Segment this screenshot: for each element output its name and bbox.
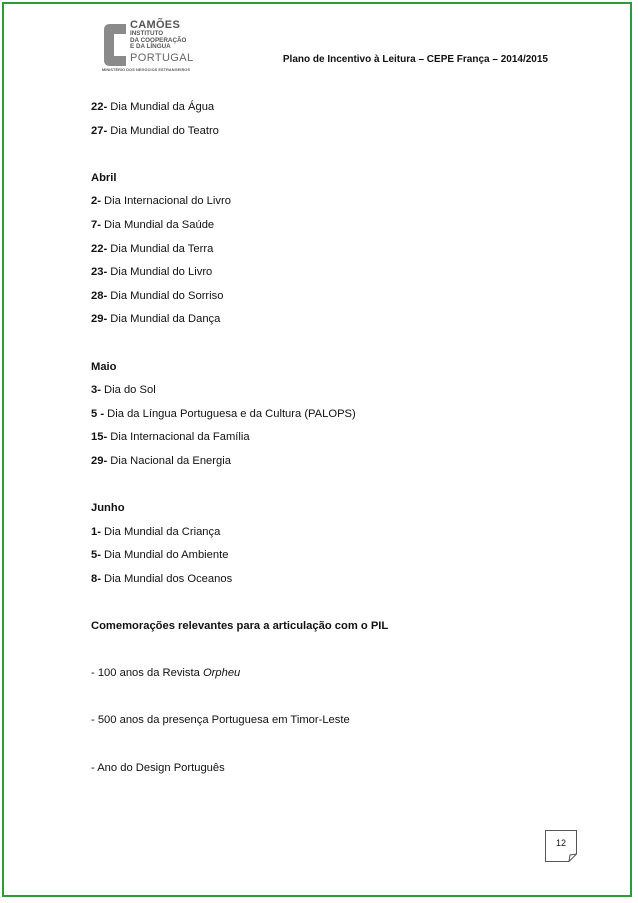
list-item: 1- Dia Mundial da Criança	[91, 525, 221, 538]
list-item: - 100 anos da Revista Orpheu	[91, 667, 241, 680]
document-body	[91, 98, 561, 782]
section-heading-comemoracoes: Comemorações relevantes para a articulação com o PIL	[91, 620, 389, 633]
list-item: 8- Dia Mundial dos Oceanos	[91, 572, 233, 585]
list-item: 7- Dia Mundial da Saúde	[91, 218, 215, 231]
page-number: 12	[555, 838, 566, 848]
page-number-box	[545, 830, 577, 862]
section-heading-junho: Junho	[91, 502, 125, 515]
list-item: 2- Dia Internacional do Livro	[91, 195, 231, 208]
list-item: 15- Dia Internacional da Família	[91, 431, 250, 444]
list-item: 29- Dia Mundial da Dança	[91, 313, 221, 326]
list-item: 5 - Dia da Língua Portuguesa e da Cultura (PALOPS)	[91, 407, 356, 420]
logo-institute-lines: INSTITUTO DA COOPERAÇÃO E DA LÍNGUA	[130, 30, 187, 50]
section-heading-abril: Abril	[91, 171, 117, 184]
list-item: 29- Dia Nacional da Energia	[91, 454, 231, 467]
logo-ministry: MINISTÉRIO DOS NEGÓCIOS ESTRANGEIROS	[102, 68, 190, 72]
logo-brand: CAMÕES	[130, 19, 181, 31]
list-item: 23- Dia Mundial do Livro	[91, 266, 213, 279]
logo-portugal: PORTUGAL	[130, 52, 194, 64]
list-item: - 500 anos da presença Portuguesa em Timor-Leste	[91, 714, 350, 727]
document-header-title: Plano de Incentivo à Leitura – CEPE França – 2014/2015	[282, 54, 548, 65]
camoes-c-icon	[102, 22, 128, 68]
camoes-logo	[102, 20, 192, 74]
list-item: 3- Dia do Sol	[91, 384, 156, 397]
list-item: 27- Dia Mundial do Teatro	[91, 124, 219, 137]
list-item: - Ano do Design Português	[91, 761, 225, 774]
list-item: 22- Dia Mundial da Água	[91, 101, 215, 113]
list-item: 5- Dia Mundial do Ambiente	[91, 549, 229, 562]
list-item: 28- Dia Mundial do Sorriso	[91, 289, 224, 302]
list-item: 22- Dia Mundial da Terra	[91, 242, 214, 255]
section-heading-maio: Maio	[91, 360, 117, 373]
